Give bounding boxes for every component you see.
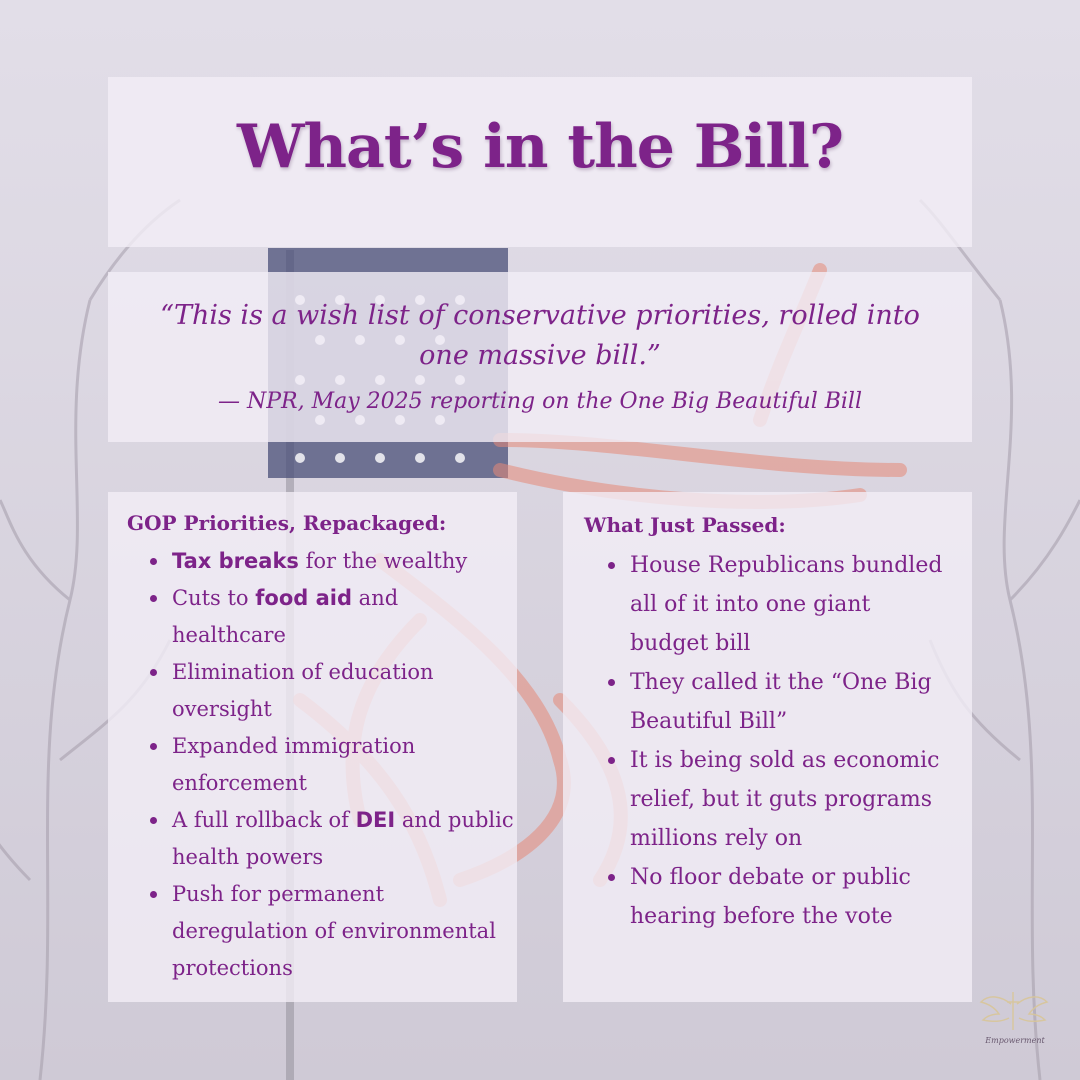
- quote-attribution: — NPR, May 2025 reporting on the One Big Beautiful Bill: [217, 389, 863, 414]
- list-item: It is being sold as economic relief, but it guts programs millions rely on: [604, 741, 954, 858]
- list-item: [146, 543, 516, 580]
- list-item-bold: food aid: [255, 586, 352, 610]
- list-item-text: and public health powers: [172, 808, 514, 869]
- left-column-heading: GOP Priorities, Repackaged:: [127, 511, 447, 535]
- winged-cross-icon: [975, 982, 1055, 1062]
- list-item: [146, 802, 516, 876]
- list-item-text: for the wealthy: [298, 549, 468, 573]
- list-item: [146, 580, 516, 654]
- right-column-list: [604, 546, 954, 936]
- right-column-heading: What Just Passed:: [584, 513, 786, 537]
- list-item: House Republicans bundled all of it into one giant budget bill: [604, 546, 954, 663]
- list-item-text: Elimination of education oversight: [172, 660, 434, 721]
- list-item-text: Push for permanent deregulation of environmental protections: [172, 882, 496, 980]
- list-item: [146, 876, 516, 987]
- page-title: What’s in the Bill?: [236, 112, 844, 182]
- list-item: [146, 654, 516, 728]
- list-item-text: Cuts to: [172, 586, 256, 610]
- list-item-bold: Tax breaks: [172, 549, 299, 573]
- list-item-text: A full rollback of: [172, 808, 356, 832]
- list-item-bold: DEI: [355, 808, 396, 832]
- list-item: [146, 728, 516, 802]
- list-item: No floor debate or public hearing before the vote: [604, 858, 954, 936]
- logo-text: Empowerment: [985, 1036, 1045, 1045]
- list-item: They called it the “One Big Beautiful Bill”: [604, 663, 954, 741]
- list-item-text: and healthcare: [172, 586, 399, 647]
- quote-text: “This is a wish list of conservative priorities, rolled into one massive bill.”: [160, 300, 920, 371]
- left-column-list: [146, 543, 516, 987]
- list-item-text: Expanded immigration enforcement: [172, 734, 416, 795]
